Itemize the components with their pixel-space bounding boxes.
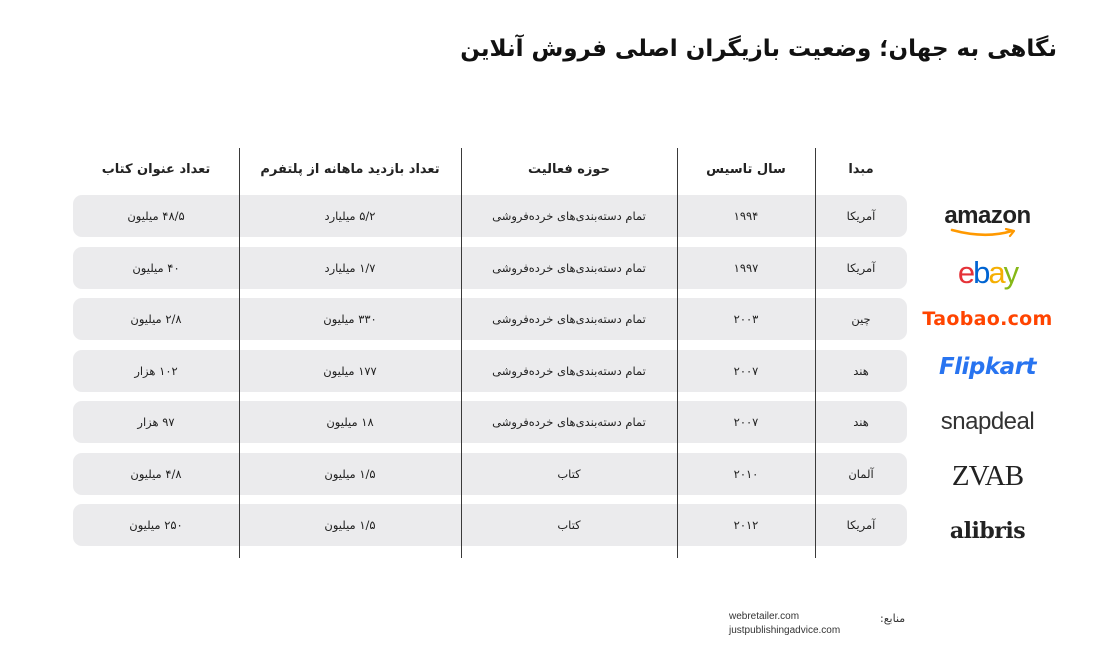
- ebay-letter: y: [1003, 255, 1018, 290]
- origin-cell: آلمان: [848, 467, 874, 481]
- founded-cell: ۲۰۰۷: [733, 364, 759, 378]
- titles-cell: ۲۵۰ میلیون: [129, 518, 183, 532]
- titles-cell: ۴/۸ میلیون: [130, 467, 182, 481]
- sources-list: [729, 610, 840, 638]
- visits-cell: ۱۷۷ میلیون: [323, 364, 377, 378]
- header-titles: تعداد عنوان کتاب: [101, 162, 211, 177]
- flipkart-logo: Flipkart: [938, 354, 1037, 380]
- alibris-logo: alibris: [949, 518, 1026, 544]
- field-cell: تمام دسته‌بندی‌های خرده‌فروشی: [492, 415, 646, 429]
- taobao-logo: Taobao.com: [922, 308, 1053, 330]
- origin-cell: هند: [853, 415, 869, 429]
- amazon-logo: amazon: [925, 195, 1050, 237]
- founded-cell: ۲۰۱۰: [733, 467, 759, 481]
- field-cell: کتاب: [557, 518, 581, 532]
- sources-label: منابع:: [880, 612, 906, 625]
- visits-cell: ۱/۵ میلیون: [324, 518, 376, 532]
- page-title: نگاهی به جهان؛ وضعیت بازیگران اصلی فروش آنلاین: [460, 36, 1057, 62]
- visits-cell: ۵/۲ میلیارد: [324, 209, 376, 223]
- header-founded: سال تاسیس: [706, 162, 786, 177]
- titles-cell: ۲/۸ میلیون: [130, 312, 182, 326]
- founded-cell: ۲۰۱۲: [733, 518, 759, 532]
- ebay-letter: a: [988, 255, 1004, 290]
- origin-cell: آمریکا: [846, 518, 876, 532]
- founded-cell: ۱۹۹۷: [733, 261, 759, 275]
- founded-cell: ۱۹۹۴: [733, 209, 759, 223]
- field-cell: کتاب: [557, 467, 581, 481]
- origin-cell: آمریکا: [846, 209, 876, 223]
- field-cell: تمام دسته‌بندی‌های خرده‌فروشی: [492, 312, 646, 326]
- ebay-logo: [925, 252, 1050, 294]
- field-cell: تمام دسته‌بندی‌های خرده‌فروشی: [492, 261, 646, 275]
- field-cell: تمام دسته‌بندی‌های خرده‌فروشی: [492, 364, 646, 378]
- titles-cell: ۴۸/۵ میلیون: [127, 209, 185, 223]
- founded-cell: ۲۰۰۳: [733, 312, 759, 326]
- header-origin: مبدا: [848, 162, 874, 177]
- snapdeal-logo: snapdeal: [940, 408, 1035, 435]
- field-cell: تمام دسته‌بندی‌های خرده‌فروشی: [492, 209, 646, 223]
- ebay-letter: b: [973, 255, 989, 290]
- origin-cell: آمریکا: [846, 261, 876, 275]
- visits-cell: ۳۳۰ میلیون: [323, 312, 377, 326]
- origin-cell: چین: [851, 312, 871, 326]
- visits-cell: ۱/۵ میلیون: [324, 467, 376, 481]
- header-visits: تعداد بازدید ماهانه از پلتفرم: [260, 162, 440, 177]
- founded-cell: ۲۰۰۷: [733, 415, 759, 429]
- visits-cell: ۱/۷ میلیارد: [324, 261, 376, 275]
- titles-cell: ۹۷ هزار: [137, 415, 175, 429]
- zvab-logo: ZVAB: [951, 459, 1024, 492]
- source-link: webretailer.com: [729, 611, 800, 622]
- ebay-letter: e: [957, 255, 974, 290]
- titles-cell: ۱۰۲ هزار: [134, 364, 178, 378]
- source-link: justpublishingadvice.com: [729, 625, 841, 636]
- origin-cell: هند: [853, 364, 869, 378]
- visits-cell: ۱۸ میلیون: [326, 415, 374, 429]
- amazon-smile-icon: [950, 228, 1020, 238]
- header-field: حوزه فعالیت: [528, 162, 610, 177]
- titles-cell: ۴۰ میلیون: [132, 261, 180, 275]
